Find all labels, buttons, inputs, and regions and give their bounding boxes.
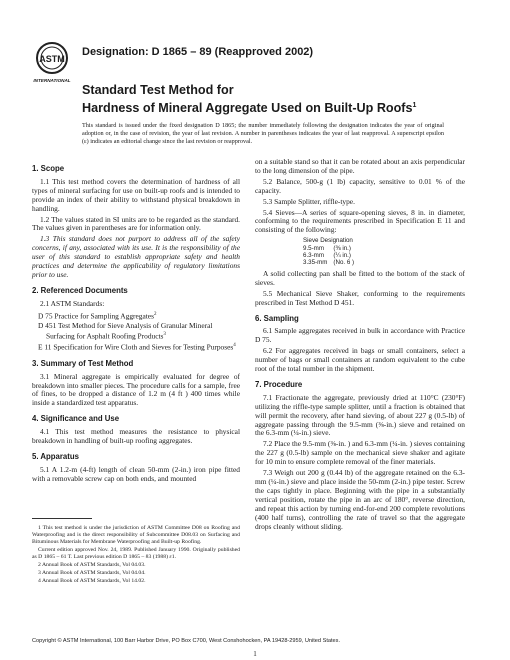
title-footnote-mark: 1 — [412, 102, 417, 109]
sieve-metric: 3.35-mm — [303, 259, 328, 267]
section-1-heading: 1. Scope — [32, 164, 65, 173]
para-6-1: 6.1 Sample aggregates received in bulk in accordance with Practice D 75. — [255, 326, 465, 345]
svg-text:ASTM: ASTM — [39, 54, 65, 64]
copyright-notice: Copyright © ASTM International, 100 Barr Harbor Drive, PO Box C700, West Conshohocken, PA 19428-2959, United States. — [32, 638, 340, 644]
left-column — [32, 165, 240, 486]
footnote-4: 4 Annual Book of ASTM Standards, Vol 14.02. — [38, 578, 146, 584]
ref-e11-mark: 4 — [233, 343, 236, 349]
title-text: Hardness of Mineral Aggregate Used on Built-Up Roofs — [82, 101, 413, 116]
para-7-1: 7.1 Fractionate the aggregate, previously dried at 110°C (230°F) utilizing the riffle-type sample splitter, until a fraction is obtained that will permit the recovery, after hand sieving, of about 227 g (0.5-lb) of aggregate passing through the 9.5-mm (⅜-in.) sieve and retained on the 6.3-mm (¼-in.) sieve. — [255, 392, 465, 438]
para-5-1-cont: on a suitable stand so that it can be rotated about an axis perpendicular to the long dimension of the pipe. — [255, 157, 465, 175]
ref-e11-text: E 11 Specification for Wire Cloth and Sieves for Testing Purposes — [38, 342, 234, 352]
ref-d451-text: D 451 Test Method for Sieve Analysis of Granular Mineral Surfacing for Asphalt Roofing Products — [38, 321, 213, 341]
ref-e11 — [32, 342, 240, 352]
ref-d75-text: D 75 Practice for Sampling Aggregates — [38, 311, 154, 321]
footnote-3: 3 Annual Book of ASTM Standards, Vol 04.04. — [38, 570, 146, 576]
para-2-1: 2.1 ASTM Standards: — [40, 298, 105, 308]
para-5-5: 5.5 Mechanical Sieve Shaker, conforming to the requirements prescribed in Test Method D 451. — [255, 288, 465, 307]
svg-text:INTERNATIONAL: INTERNATIONAL — [33, 78, 71, 83]
para-5-1: 5.1 A 1.2-m (4-ft) length of clean 50-mm (2-in.) iron pipe fitted with a removable screw cap on both ends, and mounted — [32, 464, 240, 483]
para-1-1: 1.1 This test method covers the determination of hardness of all types of mineral surfacing for use on built-up roofs and is intended to provide an index of their ability to withstand physical breakdown in handling. — [32, 176, 240, 213]
ref-d451 — [32, 322, 240, 341]
footnote-divider — [32, 518, 92, 519]
designation: Designation: D 1865 – 89 (Reapproved 2002) — [82, 46, 314, 58]
sieve-imperial: (¼ in.) — [333, 252, 351, 260]
para-5-3: 5.3 Sample Splitter, riffle-type. — [263, 196, 355, 206]
sieve-table — [303, 237, 360, 267]
para-1-3: 1.3 This standard does not purport to address all of the safety concerns, if any, associated with its use. It is the responsibility of the user of this standard to establish appropriate safety and health practices and determine the applicability of regulatory limitations prior to use. — [32, 234, 240, 279]
preface-note: This standard is issued under the fixed designation D 1865; the number immediately following the designation indicates the year of original adoption or, in the case of revision, the year of last revision. A number in parentheses indicates the year of last reapproval. A superscript epsilon (ε) indicates an editorial change since the last revision or reapproval. — [82, 122, 444, 145]
section-3-heading: 3. Summary of Test Method — [32, 358, 134, 368]
title-block — [82, 83, 416, 116]
footnote-1: 1 This test method is under the jurisdiction of ASTM Committee D08 on Roofing and Waterproofing and is the direct responsibility of Subcommittee D08.03 on Surfacing and Bituminous Materials for Membrane Waterproofing and Built-up Roofing. — [32, 525, 240, 545]
sieve-imperial: (⅜ in.) — [333, 244, 351, 252]
para-1-2: 1.2 The values stated in SI units are to be regarded as the standard. The values given in parentheses are for information only. — [32, 214, 240, 233]
section-6-heading: 6. Sampling — [255, 313, 299, 323]
section-2-heading: 2. Referenced Documents — [32, 285, 128, 295]
sieve-row — [303, 259, 360, 266]
para-5-2: 5.2 Balance, 500-g (1 lb) capacity, sensitive to 0.01 % of the capacity. — [255, 176, 465, 195]
section-5-heading: 5. Apparatus — [32, 451, 79, 461]
sieve-metric: 9.5-mm — [303, 244, 324, 252]
para-4-1: 4.1 This test method measures the resistance to physical breakdown in handling of built-up roofing aggregates. — [32, 427, 240, 446]
sieve-row — [303, 245, 360, 252]
ref-d75 — [32, 311, 240, 321]
astm-logo-icon — [32, 40, 72, 86]
sieve-table-header: Sieve Designation — [303, 237, 353, 245]
para-7-3: 7.3 Weigh out 200 g (0.44 lb) of the aggregate retained on the 6.3-mm (¼-in.) sieve and place inside the 50-mm (2-in.) pipe tester. Screw the caps tightly in place. Beginning with the pipe in a substantially vertical position, rotate the pipe in an arc of 180°, reverse direction, and repeat this action by turning end-for-end 200 complete revolutions (400 half turns), controlling the rate of travel so that the aggregate drops cleanly without sliding. — [255, 468, 465, 531]
footnote-1b: Current edition approved Nov. 24, 1989. Published January 1990. Originally published as D 1865 – 61 T. Last previous edition D 1865 – 83 (1988) ε1. — [32, 547, 240, 560]
page-number: 1 — [253, 650, 257, 658]
para-7-2: 7.2 Place the 9.5-mm (⅜-in. ) and 6.3-mm (¼-in. ) sieves containing the 227 g (0.5-lb) sample on the mechanical sieve shaker and agitate for 10 min to ensure complete removal of the finer materials. — [255, 439, 465, 467]
ref-d451-mark: 3 — [163, 331, 166, 337]
footnotes — [32, 518, 240, 586]
sieve-imperial: (No. 6 ) — [333, 259, 355, 267]
right-column — [255, 158, 465, 533]
sieve-metric: 6.3-mm — [303, 252, 324, 260]
para-3-1: 3.1 Mineral aggregate is empirically evaluated for degree of breakdown into smaller pieces. The procedure calls for a sample, free of fines, to be dropped a distance of 1.2 m (4 ft ) 400 times while inside a standardized test apparatus. — [32, 371, 240, 408]
title-line-1: Standard Test Method for — [82, 83, 234, 97]
section-4-heading: 4. Significance and Use — [32, 414, 120, 424]
ref-d75-mark: 2 — [153, 311, 157, 317]
sieve-row — [303, 252, 360, 259]
para-5-4b: A solid collecting pan shall be fitted to the bottom of the stack of sieves. — [255, 268, 465, 287]
footnote-2: 2 Annual Book of ASTM Standards, Vol 04.03. — [38, 562, 146, 568]
para-6-2: 6.2 For aggregates received in bags or small containers, select a number of bags or small containers at random equivalent to the cube root of the total number in the shipment. — [255, 346, 465, 374]
section-7-heading: 7. Procedure — [255, 379, 303, 389]
para-5-4: 5.4 Sieves—A series of square-opening sieves, 8 in. in diameter, conforming to the requirements prescribed in Specification E 11 and consisting of the following: — [255, 207, 465, 235]
title-line-2 — [82, 98, 416, 116]
